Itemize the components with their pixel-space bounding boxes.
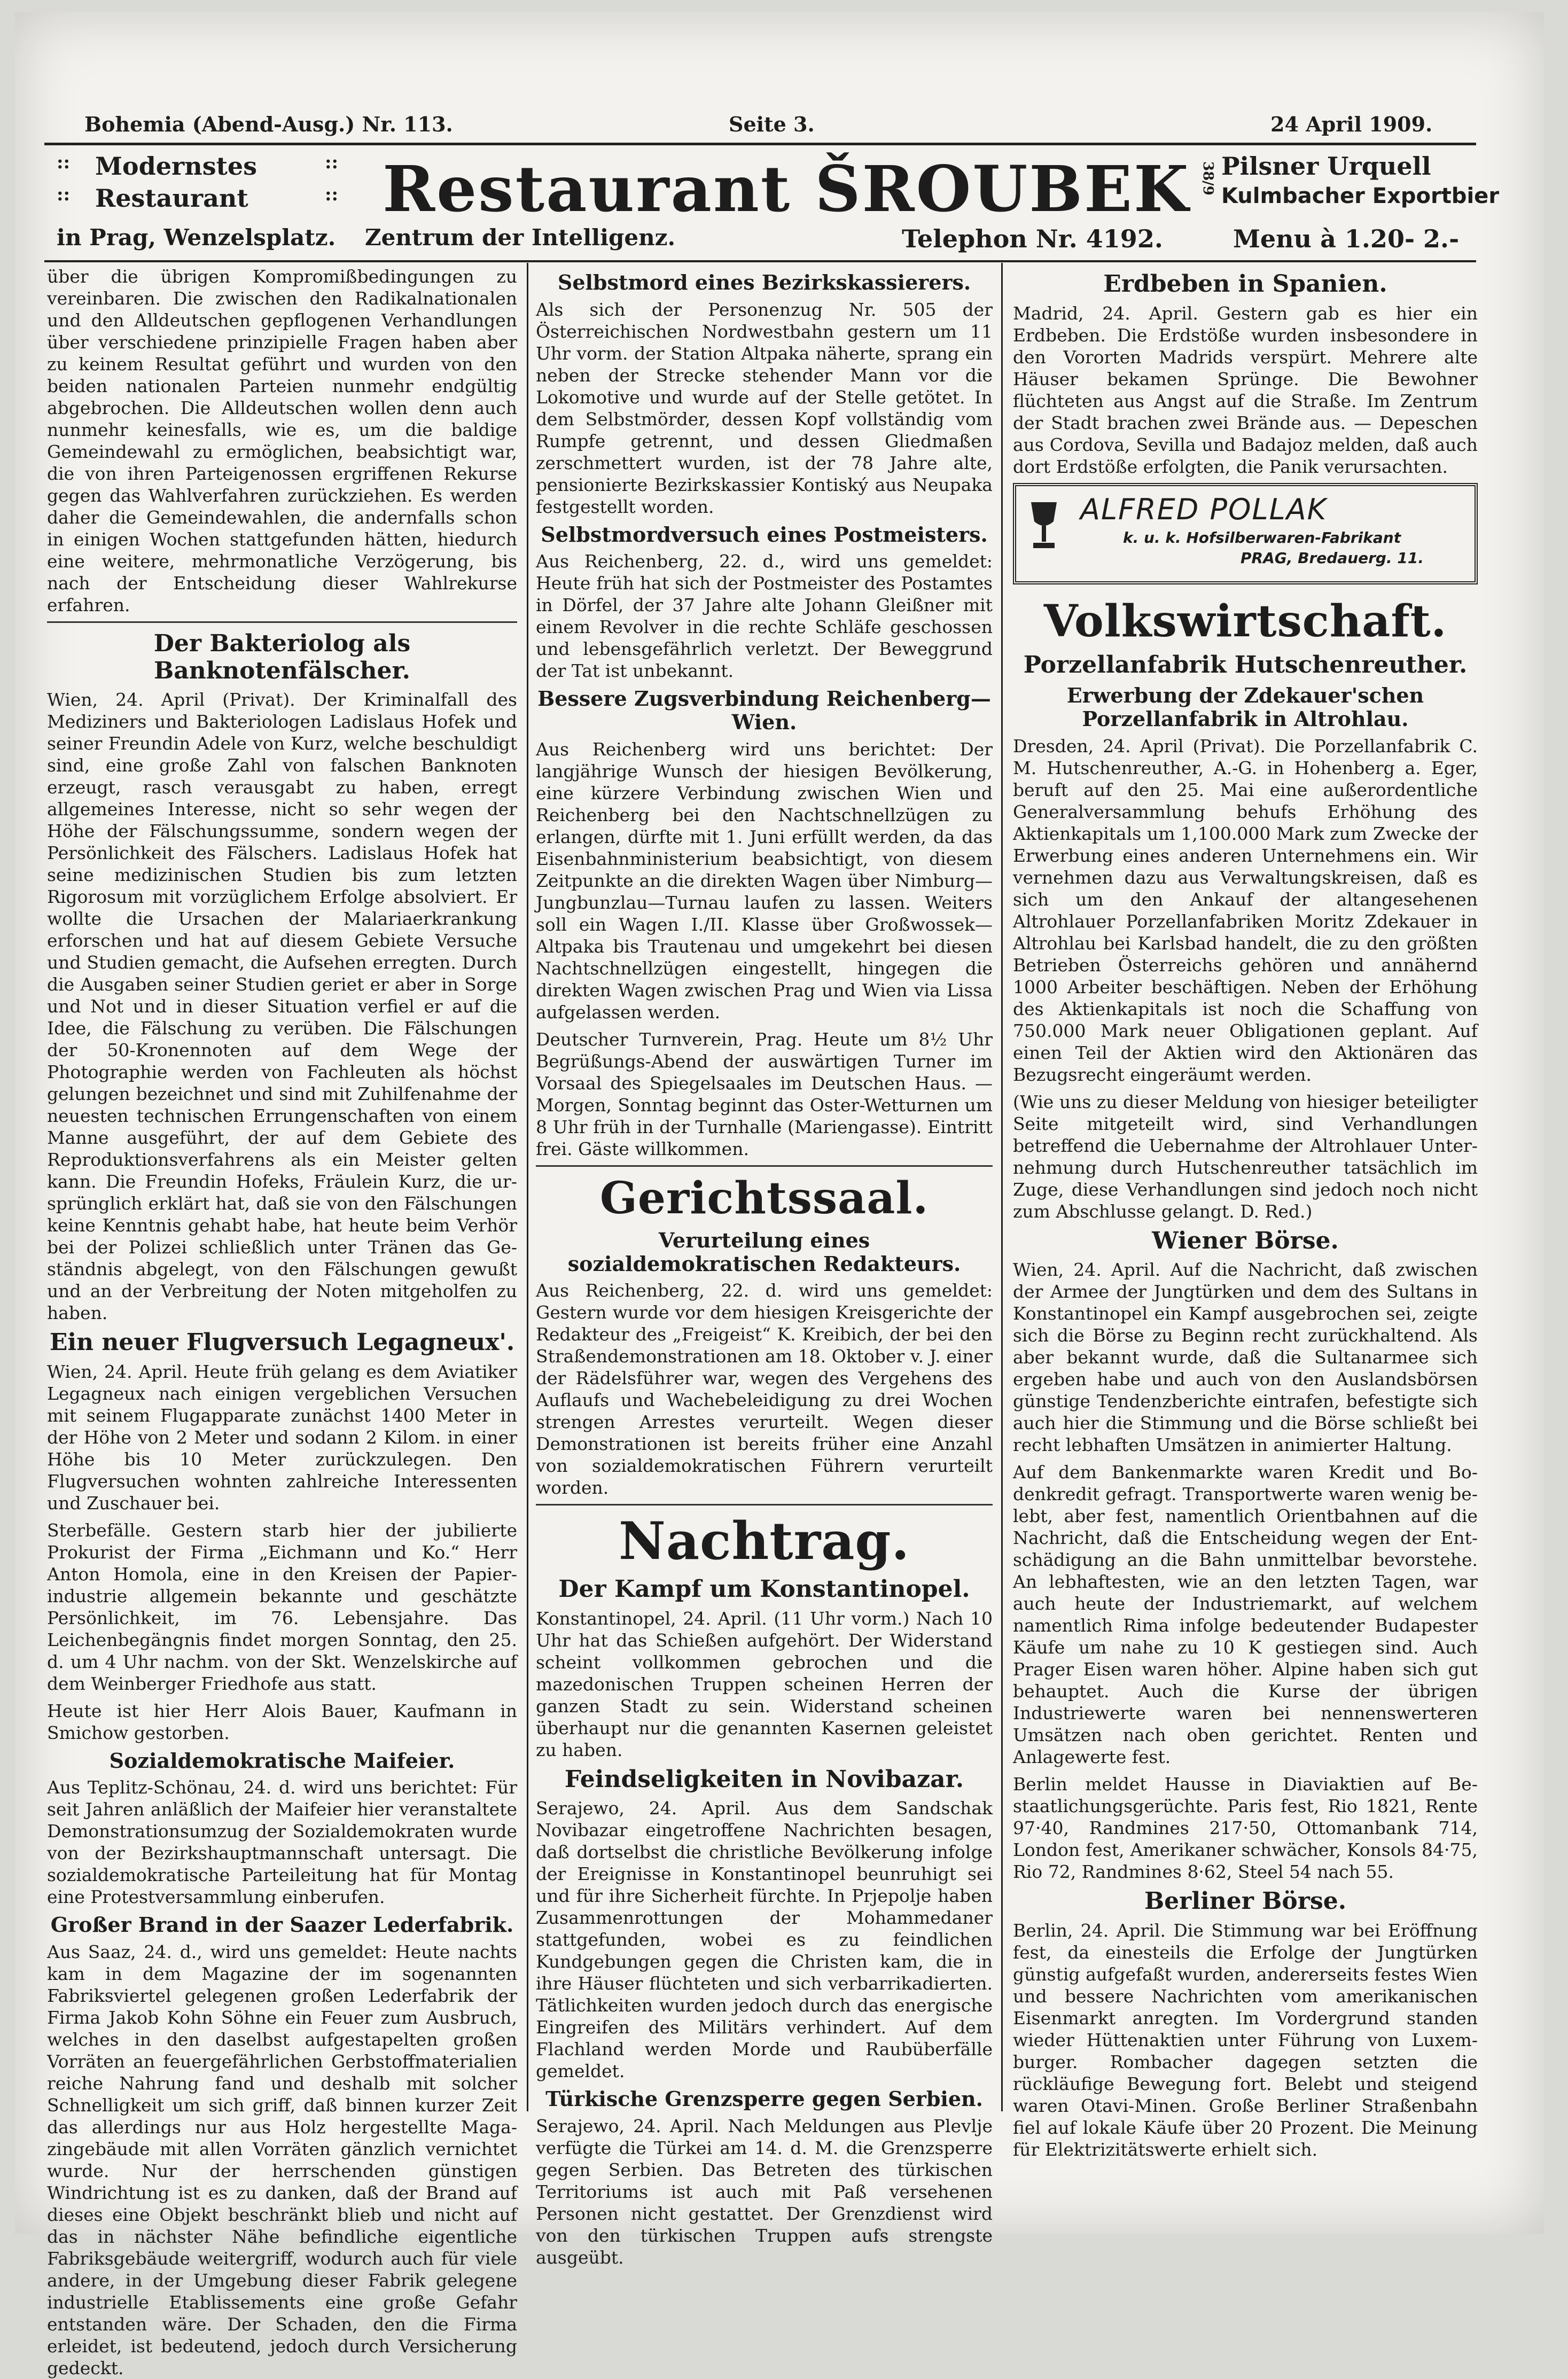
article-heading: Verurteilung eines sozialdemokratischen Redakteurs. — [567, 1228, 961, 1276]
paragraph: Aus Reichenberg, 22. d. wird uns gemeldet: Gestern wurde vor dem hiesigen Kreisgerichte der Redakteur des „Freigeist“ K. Kreibich, der bei den Straßendemonstrationen am 18. Oktober v. J. einer der Rädelsführer war, wegen des Vergehens des Auflaufs und Wachebeleidigung zu drei Wochen strengen Arrestes verurteilt. Wegen dieser Demonstrationen ist bereits früher eine Anzahl von sozialdemokratischen Führern verurteilt worden. — [536, 1280, 993, 1499]
paragraph: Berlin meldet Hausse in Diaviaktien auf Bestaatlichungsgerüchte. Paris fest, Rio 1821, Rente 97·40, Randmines 217·50, Ottomanbank 714, London fest, Amerikaner schwächer, Konsols 84·75, Rio 72, Randmines 8·62, Steel 54 nach 55. — [1013, 1774, 1478, 1883]
banner-marks-mid-r: :: — [325, 184, 339, 205]
paragraph: Aus Teplitz-Schönau, 24. d. wird uns berichtet: Für seit Jahren anläßlich der Maifeier hier veranstaltete Demonstrationsumzug der Sozialdemokraten wurde von der Bezirkshauptmannschaft untersagt. Die sozialdemokratische Parteileitung hat für Montag eine Protestversammlung einberufen. — [47, 1777, 517, 1908]
paragraph: Als sich der Personenzug Nr. 505 der Österreichischen Nordwestbahn gestern um 11 Uhr vorm. der Station Altpaka näherte, sprang ein neben der Strecke stehender Mann vor die Lokomotive und wurde auf der Stelle getötet. In dem Selbstmörder, dessen Kopf vollständig vom Rumpfe getrennt, und dessen Gliedmaßen zerschmettert wurden, ist der 78 Jahre alte, pensionierte Bezirkskassier Kontiský aus Neupaka festgestellt worden. — [536, 299, 993, 517]
running-head-center: Seite 3. — [729, 112, 815, 136]
column-rule-2 — [1001, 263, 1003, 2111]
paragraph: Madrid, 24. April. Gestern gab es hier ein Erdbeben. Die Erdstöße wurden insbesondere in den Vororten Madrids verspürt. Mehrere alte Häuser bekamen Sprünge. Die Bewohner flüchteten aus Angst auf die Straße. Im Zentrum der Stadt brachen zwei Brände aus. — Depeschen aus Cordova, Sevilla und Badajoz melden, daß auch dort Erdstöße erfolgten, die Panik verursachten. — [1013, 302, 1478, 477]
column-1 — [47, 266, 517, 2379]
goblet-icon — [1027, 500, 1061, 551]
paragraph: Dresden, 24. April (Privat). Die Porzellanfabrik C. M. Hutschenreuther, A.-G. in Hohenberg a. Eger, beruft auf den 25. Mai eine außerordentliche Generalversammlung behufs Erhöhung des Aktienkapitals um 1,100.000 Mark zum Zwecke der Erwerbung eines anderen Unternehmens ein. Wir vernehmen dazu aus Verwaltungskreisen, daß es sich um den Ankauf der altangesehenen Altrohlauer Porzellanfabriken Moritz Zdekauer in Altrohlau bei Karlsbad handelt, die zu den größten Betrieben Österreichs gehören und annähernd 1000 Arbeiter beschäftigen. Neben der Erhöhung des Aktienkapitals ist noch die Schaffung von 750.000 Mark neuer Obligationen geplant. Auf einen Teil der Aktien wird den Aktionären das Bezugsrecht eingeräumt werden. — [1013, 735, 1478, 1085]
article-heading: Großer Brand in der Saazer Lederfabrik. — [50, 1913, 514, 1937]
section-heading: Gerichtssaal. — [599, 1172, 929, 1224]
advertisement-box — [1013, 483, 1478, 584]
banner-left-mid: Restaurant — [95, 184, 248, 213]
article-subheading: Erwerbung der Zdekauer'schen Porzellanfabrik in Altrohlau. — [1066, 683, 1424, 731]
paragraph: Serajewo, 24. April. Aus dem Sandschak Novibazar eingetroffene Nachrichten besagen, daß dortselbst die christliche Bevölkerung infolge der Ereignisse in Konstantinopel beunruhigt sei und für ihre Sicherheit fürchte. In Prjepolje haben Zusammenrottungen der Mohammedaner stattgefunden, wobei es zu feindlichen Kundgebungen gegen die Christen kam, die in ihre Häuser flüchteten und sich verbarrikadierten. Tätlichkeiten wurden jedoch durch das energische Eingreifen des Militärs verhindert. Auf dem Flachland werden Morde und Raubüberfälle gemeldet. — [536, 1798, 993, 2082]
running-head-right: 24 April 1909. — [1270, 112, 1433, 136]
ad-line-2: PRAG, Bredauerg. 11. — [1241, 549, 1424, 567]
banner-marks-mid: :: — [57, 184, 71, 205]
column-3 — [1013, 266, 1478, 2160]
banner-marks-top-r: :: — [325, 152, 339, 173]
head-rule — [44, 143, 1476, 145]
paragraph: Wien, 24. April (Privat). Der Kriminalfall des Mediziners und Bakteriologen Ladislaus Hofek und seiner Freundin Adele von Kurz, welche beschuldigt sind, eine große Zahl von falschen Banknoten erzeugt, rasch verausgabt zu haben, erregt allgemeines Interesse, nicht so sehr wegen der Höhe der Fälschungssumme, sondern wegen der Persönlichkeit des Fälschers. Ladislaus Hofek hat seine medizinischen Studien bis zum letzten Rigorosum mit vorzüglichem Erfolge absolviert. Er wollte die Ursachen der Malariaerkrankung erforschen und hat auf diesem Gebiete Versuche und Studien gemacht, die Aufsehen erregten. Durch die Ausgaben seiner Studien geriet er aber in Sorge und Not und in dieser Situation verfiel er auf die Idee, die Fälschung zu verüben. Die Fälschungen der 50-Kronennoten auf dem Wege der Photographie werden von Fachleuten als höchst gelungen bezeichnet und sind mit Zuhilfenahme der neuesten technischen Errungenschaften von einem Manne ausgeführt, der auf dem Gebiete des Reproduktionsverfahrens als ein Meister gelten kann. Die Freundin Hofeks, Fräulein Kurz, die ursprünglich erklärt hat, daß sie von den Fälschungen keine Kenntnis gehabt habe, hat heute beim Verhör bei der Polizei schließlich unter Tränen das Geständnis abgelegt, von den Fälschungen gewußt und an der Verbreitung der Noten mitgeholfen zu haben. — [47, 689, 517, 1324]
article-heading: Porzellanfabrik Hutschenreuther. — [1023, 651, 1468, 678]
article-heading: Erdbeben in Spanien. — [1103, 270, 1387, 298]
paragraph: Aus Reichenberg, 22. d., wird uns gemeldet: Heute früh hat sich der Postmeister des Postamtes in Dörfel, der 37 Jahre alte Johann Gleißner mit einem Revolver in die rechte Schläfe geschossen und lebensgefährlich verletzt. Der Beweggrund der Tat ist unbekannt. — [536, 551, 993, 682]
paragraph: Wien, 24. April. Heute früh gelang es dem Aviatiker Legagneux nach einigen vergeblichen Versuchen mit seinem Flugapparate zunächst 1400 Meter in der Höhe von 2 Meter und sodann 2 Kilom. in einer Höhe bis 10 Meter zurückzulegen. Den Flugversuchen wohnten zahlreiche Interessenten und Zuschauer bei. — [47, 1361, 517, 1514]
paragraph: Auf dem Bankenmarkte waren Kredit und Bodenkredit gefragt. Transportwerte waren wenig belebt, aber fest, namentlich Orientbahnen auf die Nachricht, daß die Entscheidung wegen der Entschädigung an die Bahn unmittelbar bevorstehe. An lebhaftesten, wie an den letzten Tagen, war auch heute der Industriemarkt, auf welchem namentlich Rima infolge bedeutender Budapester Käufe um nahe zu 10 K gestiegen sind. Auch Prager Eisen waren höher. Alpine haben sich gut behauptet. Auch die Kurse der übrigen Industriewerte waren bei nennenswerteren Umsätzen nach oben gerichtet. Renten und Anlagewerte fest. — [1013, 1462, 1478, 1768]
banner-tagline: Zentrum der Intelligenz. — [365, 224, 676, 251]
running-head-left: Bohemia (Abend-Ausg.) Nr. 113. — [84, 112, 453, 136]
paragraph: Berlin, 24. April. Die Stimmung war bei Eröffnung fest, da einesteils die Erfolge der Jungtürken günstig aufgefaßt wurden, andererseits festes Wien und bessere Nachrichten vom amerikanischen Eisenmarkt anregten. Im Vordergrund standen wieder Hüttenaktien unter Führung von Luxemburger. Rombacher dagegen setzten die rückläufige Bewegung fort. Belebt und steigend waren Otavi-Minen. Große Berliner Straßenbahn fiel auf lokale Käufe über 20 Prozent. Die Meinung für Elektrizitätswerte erhielt sich. — [1013, 1920, 1478, 2160]
section-heading: Nachtrag. — [619, 1511, 910, 1572]
separator — [536, 1165, 993, 1167]
paragraph: Aus Saaz, 24. d., wird uns gemeldet: Heute nachts kam in dem Magazine der im sogenannten Fabriksviertel gelegenen großen Lederfabrik der Firma Jakob Kohn Söhne ein Feuer zum Ausbruch, welches in den daselbst aufgestapelten großen Vorräten an feuergefährlichen Gerbstoffmaterialien reiche Nahrung fand und deshalb mit solcher Schnelligkeit um sich griff, daß binnen kurzer Zeit das allerdings nur aus Holz hergestellte Magazingebäude mit allen Vorräten gänzlich vernichtet wurde. Nur der herrschenden günstigen Windrichtung ist es zu danken, daß der Brand auf dieses eine Objekt beschränkt blieb und nicht auf das in nächster Nähe befindliche eigentliche Fabriksgebäude weitergriff, wodurch auch für viele andere, in der Umgebung dieser Fabrik gelegene industrielle Etablissements eine große Gefahr entstanden wäre. Der Schaden, den die Firma erleidet, ist bedeutend, jedoch durch Versicherung gedeckt. — [47, 1941, 517, 2379]
banner-title: Restaurant ŠROUBEK — [383, 152, 1190, 226]
article-heading: Selbstmord eines Bezirkskassierers. — [557, 270, 971, 294]
paragraph: Aus Reichenberg wird uns berichtet: Der langjährige Wunsch der hiesigen Bevölkerung, eine kürzere Verbindung zwischen Wien und Reichenberg bei den Nachtschnellzügen zu erlangen, dürfte mit 1. Juni erfüllt werden, da das Eisenbahnministerium beabsichtigt, von diesem Zeitpunkte an die direkten Wagen über Nimburg—Jungbunzlau—Turnau laufen zu lassen. Weiters soll ein Wagen I./II. Klasse über Großwossek—Altpaka bis Trautenau und umgekehrt bei diesen Nachtschnellzügen eingestellt, hingegen die direkten Wagen zwischen Prag und Wien via Lissa aufgelassen werden. — [536, 738, 993, 1023]
article-heading: Ein neuer Flugversuch Legagneux'. — [49, 1329, 515, 1356]
paragraph: Konstantinopel, 24. April. (11 Uhr vorm.) Nach 10 Uhr hat das Schießen aufgehört. Der Widerstand scheint vollkommen gebrochen und die mazedonischen Truppen scheinen Herren der ganzen Stadt zu sein. Widerstand scheinen überhaupt nur die genannten Kasernen geleistet zu haben. — [536, 1608, 993, 1760]
separator — [47, 621, 517, 623]
article-heading: Berliner Börse. — [1144, 1887, 1347, 1915]
banner-marks-top: :: — [57, 152, 71, 173]
paragraph: (Wie uns zu dieser Meldung von hiesiger beteiligter Seite mitgeteilt wird, sind Verhandlungen betreffend die Uebernahme der Altrohlauer Unternehmung durch Hutschenreuther tatsächlich im Zuge, diese Verhandlungen sind jedoch noch nicht zum Abschlusse gelangt. D. Red.) — [1013, 1091, 1478, 1222]
article-heading: Sozialdemokratische Maifeier. — [109, 1748, 455, 1773]
banner-rule — [44, 260, 1476, 262]
ad-line-1: k. u. k. Hofsilberwaren-Fabrikant — [1123, 528, 1401, 547]
article-heading: Selbstmordversuch eines Postmeisters. — [541, 522, 988, 547]
column-2 — [536, 266, 993, 2268]
article-heading: Türkische Grenzsperre gegen Serbien. — [545, 2087, 983, 2111]
banner-left-bottom: in Prag, Wenzelsplatz. — [57, 224, 336, 251]
paragraph: Deutscher Turnverein, Prag. Heute um 8½ Uhr Begrüßungs-Abend der auswärtigen Turner im Vorsaal des Spiegelsaales im Deutschen Haus. — Morgen, Sonntag beginnt das Oster-Wetturnen um 8 Uhr früh in der Turnhalle (Mariengasse). Eintritt frei. Gäste willkommen. — [536, 1028, 993, 1159]
article-heading: Feindseligkeiten in Novibazar. — [564, 1765, 964, 1793]
paragraph: Heute ist hier Herr Alois Bauer, Kaufmann in Smichow gestorben. — [47, 1700, 517, 1743]
section-heading: Volkswirtschaft. — [1043, 595, 1447, 647]
banner-right-top: Pilsner Urquell — [1221, 152, 1431, 181]
article-heading: Der Bakteriolog als Banknotenfälscher. — [153, 630, 411, 684]
article-heading: Wiener Börse. — [1152, 1227, 1339, 1254]
ad-name: ALFRED POLLAK — [1080, 492, 1328, 526]
column-rule-1 — [527, 263, 528, 2111]
banner-phone: Telephon Nr. 4192. — [902, 224, 1163, 253]
paragraph: über die übrigen Kompromißbedingungen zu vereinbaren. Die zwischen den Radikalnationalen und den Alldeutschen gepflogenen Verhandlungen über verschiedene prinzipielle Fragen haben aber zu keinem Resultat geführt und wurden von den beiden nationalen Parteien nunmehr endgültig abgebrochen. Die Alldeutschen wollen denn auch nunmehr keinesfalls, wie es, um die baldige Gemeindewahl zu ermöglichen, beabsichtigt war, die von ihren Parteigenossen ergriffenen Rekurse gegen das Wahlverfahren zurückziehen. Es werden daher die Gemeindewahlen, die andernfalls schon in einigen Wochen stattgefunden hätten, hiedurch eine weitere, mehrmonatliche Verzögerung, bis nach der Entscheidung dieser Wahlrekurse erfahren. — [47, 266, 517, 615]
banner-side-mark: 38/9 — [1200, 161, 1216, 196]
article-heading: Der Kampf um Konstantinopel. — [558, 1575, 970, 1603]
paragraph: Serajewo, 24. April. Nach Meldungen aus Plevlje verfügte die Türkei am 14. d. M. die Grenzsperre gegen Serbien. Das Betreten des türkischen Territoriums ist auch mit Paß versehenen Personen nicht gestattet. Der Grenzdienst wird von den türkischen Truppen aufs strengste ausgeübt. — [536, 2115, 993, 2268]
article-heading: Bessere Zugsverbindung Reichenberg—Wien. — [537, 687, 991, 735]
banner-left-top: Modernstes — [95, 152, 258, 181]
newspaper-page — [15, 12, 1544, 2379]
paragraph: Wien, 24. April. Auf die Nachricht, daß zwischen der Armee der Jungtürken und dem des Sultans in Konstantinopel ein Kampf ausgebrochen sei, zeigte sich die Börse zu Beginn recht zurückhaltend. Als aber bekannt wurde, daß die Sultanarmee sich ergeben habe und auch von den Auslandsbörsen günstige Tendenzberichte eintrafen, befestigte sich auch hier die Stimmung und die Börse schließt bei recht lebhaften Umsätzen in animierter Haltung. — [1013, 1259, 1478, 1456]
banner-menu: Menu à 1.20- 2.- — [1233, 224, 1460, 253]
banner-right-mid: Kulmbacher Exportbier — [1221, 184, 1500, 208]
separator — [536, 1504, 993, 1506]
paragraph: Sterbefälle. Gestern starb hier der jubilierte Prokurist der Firma „Eichmann und Ko.“ Herr Anton Homola, eine in den Kreisen der Papierindustrie allgemein bekannte und geschätzte Persönlichkeit, im 76. Lebensjahre. Das Leichenbegängnis findet morgen Sonntag, den 25. d. um 4 Uhr nachm. von der Skt. Wenzelskirche auf dem Weinberger Friedhofe aus statt. — [47, 1519, 517, 1694]
